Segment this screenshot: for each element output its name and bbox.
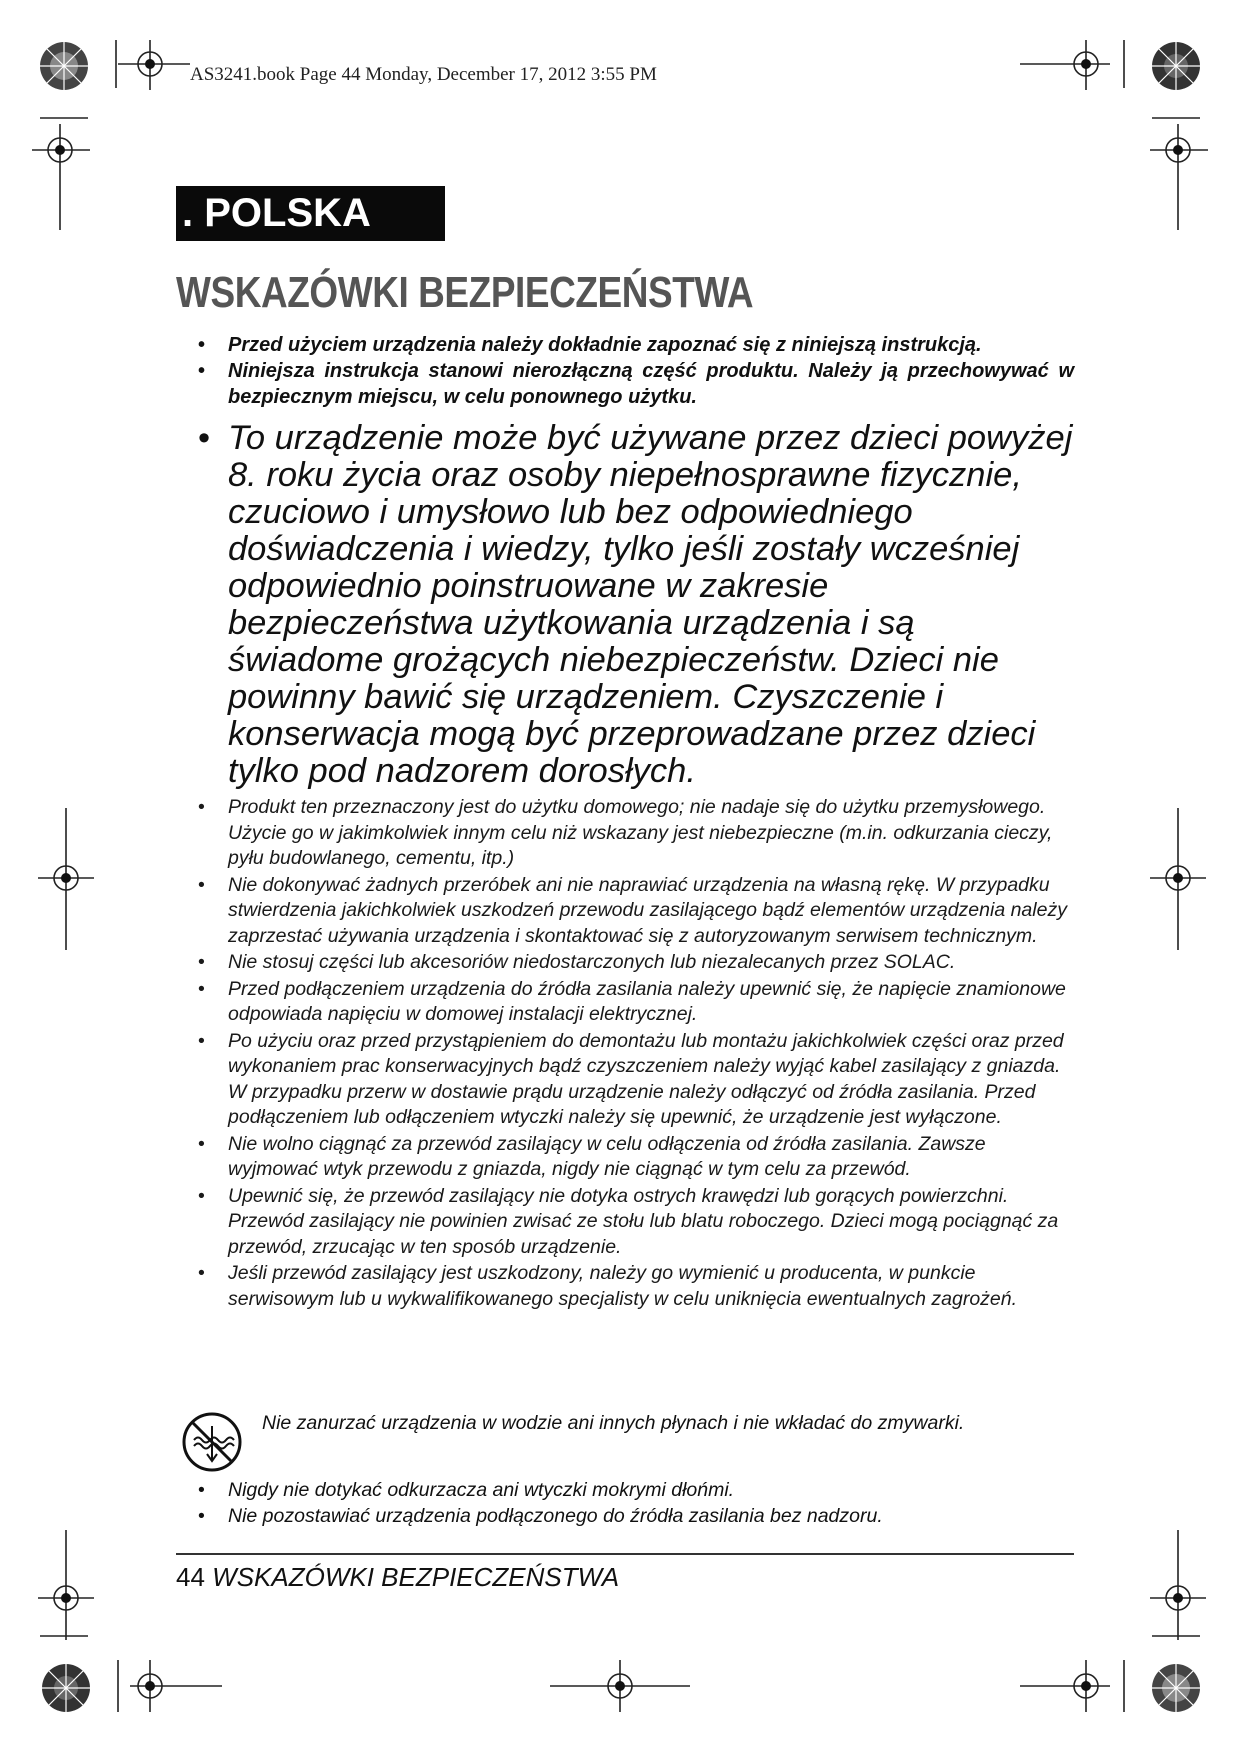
footer-divider — [176, 1553, 1074, 1555]
intro-list — [198, 332, 1074, 410]
list-item: • Nie pozostawiać urządzenia podłączonego do źródła zasilania bez nadzoru. — [198, 1503, 1074, 1529]
list-item: • Nie stosuj części lub akcesoriów niedostarczonych lub niezalecanych przez SOLAC. — [198, 950, 1074, 976]
page-title: WSKAZÓWKI BEZPIECZEŃSTWA — [176, 268, 754, 317]
list-item: • Nie dokonywać żadnych przeróbek ani nie naprawiać urządzenia na własną rękę. W przypadku stwierdzenia jakichkolwiek uszkodzeń przewodu zasilającego bądź elementów urządzenia należy zaprzestać używania urządzenia i skontaktować się z autoryzowanym serwisem technicznym. — [198, 873, 1074, 950]
list-item: • Niniejsza instrukcja stanowi nierozłączną część produktu. Należy ją przechowywać w bezpiecznym miejscu, w celu ponownego użytku. — [198, 358, 1074, 410]
list-item: • Przed podłączeniem urządzenia do źródła zasilania należy upewnić się, że napięcie znamionowe odpowiada napięciu w domowej instalacji elektrycznej. — [198, 977, 1074, 1028]
list-item: • Jeśli przewód zasilający jest uszkodzony, należy go wymienić u producenta, w punkcie serwisowym lub u wykwalifikowanego specjalisty w celu uniknięcia ewentualnych zagrożeń. — [198, 1261, 1074, 1312]
list-item: • Nigdy nie dotykać odkurzacza ani wtyczki mokrymi dłońmi. — [198, 1477, 1074, 1503]
list-item: • Nie wolno ciągnąć za przewód zasilający w celu odłączenia od źródła zasilania. Zawsze wyjmować wtyk przewodu z gniazda, nigdy nie ciągnąć w tym celu za przewód. — [198, 1132, 1074, 1183]
no-immersion-icon — [180, 1410, 244, 1474]
children-warning: • To urządzenie może być używane przez dzieci powyżej 8. roku życia oraz osoby niepełnosprawne fizycznie, czuciowo i umysłowo lub bez odpowiedniego doświadczenia i wiedzy, tylko jeśli zostały wcześniej odpowiednio poinstruowane w zakresie bezpieczeństwa użytkowania urządzenia i są świadome grożących niebezpieczeństw. Dzieci nie powinny bawić się urządzeniem. Czyszczenie i konserwacja mogą być przeprowadzane przez dzieci tylko pod nadzorem dorosłych. — [198, 420, 1074, 790]
list-item: • Przed użyciem urządzenia należy dokładnie zapoznać się z niniejszą instrukcją. — [198, 332, 1074, 358]
page-footer — [176, 1562, 619, 1593]
water-warning-text: Nie zanurzać urządzenia w wodzie ani innych płynach i nie wkładać do zmywarki. — [262, 1412, 965, 1434]
final-rules-list — [198, 1477, 1074, 1529]
list-item: • Po użyciu oraz przed przystąpieniem do demontażu lub montażu jakichkolwiek części oraz przed wykonaniem prac konserwacyjnych bądź czyszczeniem należy wyjąć kabel zasilający z gniazda. W przypadku przerw w dostawie prądu urządzenie należy odłączyć od źródła zasilania. Przed podłączeniem lub odłączeniem wtyczki należy się upewnić, że urządzenie jest wyłączone. — [198, 1029, 1074, 1131]
page-number: 44 — [176, 1562, 205, 1592]
print-file-stamp: AS3241.book Page 44 Monday, December 17, 2012 3:55 PM — [190, 64, 657, 85]
list-item: • Upewnić się, że przewód zasilający nie dotyka ostrych krawędzi lub gorących powierzchni. Przewód zasilający nie powinien zwisać ze stołu lub blatu roboczego. Dzieci mogą pociągnąć za przewód, zrzucając w ten sposób urządzenie. — [198, 1184, 1074, 1261]
children-warning-list — [198, 420, 1074, 790]
footer-label: WSKAZÓWKI BEZPIECZEŃSTWA — [212, 1562, 620, 1592]
list-item: • Produkt ten przeznaczony jest do użytku domowego; nie nadaje się do użytku przemysłowego. Użycie go w jakimkolwiek innym celu niż wskazany jest niebezpieczne (m.in. odkurzania cieczy, pyłu budowlanego, cementu, itp.) — [198, 795, 1074, 872]
language-section-tab: . POLSKA — [176, 186, 445, 241]
safety-rules-list — [198, 795, 1074, 1313]
